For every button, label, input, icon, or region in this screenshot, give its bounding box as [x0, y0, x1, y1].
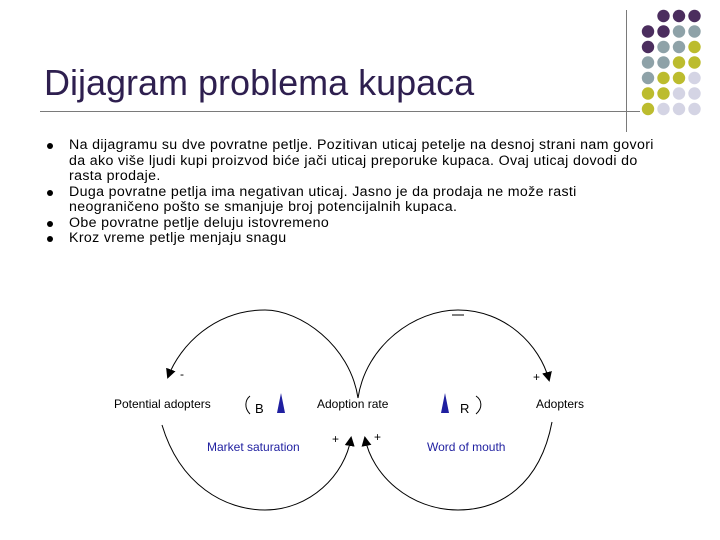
bullet-item — [44, 231, 654, 247]
balancing-loop-arrow-icon — [246, 396, 250, 414]
bullet-dot-icon — [47, 143, 53, 149]
center-right-sign: + — [374, 430, 382, 444]
left-loop-top-arc — [168, 310, 358, 398]
decorative-dot — [673, 25, 685, 37]
right-loop-bottom-arc — [365, 422, 552, 510]
decorative-dot — [673, 41, 685, 53]
decorative-dot — [688, 87, 700, 99]
bullet-dot-icon — [47, 221, 53, 227]
left-top-sign: - — [180, 367, 184, 381]
right-loop-top-arc — [358, 310, 549, 398]
center-left-sign: + — [332, 432, 340, 446]
adopters-label: Adopters — [536, 397, 585, 411]
decorative-dot — [657, 25, 669, 37]
bullet-item — [44, 185, 654, 216]
right-top-sign: + — [533, 370, 541, 384]
balancing-loop-label: B — [255, 401, 264, 416]
decorative-dot — [642, 25, 654, 37]
decorative-dot — [642, 72, 654, 84]
decorative-dot — [688, 56, 700, 68]
decorative-dot — [642, 103, 654, 115]
bullet-text: Na dijagramu su dve povratne petlje. Pozitivan uticaj petelje na desnoj strani nam govori da ako više ljudi kupi proizvod biće jači uticaj preporuke kupaca. Ovaj uticaj dovodi do rasta prodaje. — [69, 137, 654, 184]
reinforcing-loop-arrow-icon — [476, 396, 481, 414]
decorative-dot — [642, 87, 654, 99]
decorative-dot — [673, 72, 685, 84]
vertical-divider — [626, 10, 627, 132]
slide-title: Dijagram problema kupaca — [44, 62, 475, 103]
bullet-text: Obe povratne petlje deluju istovremeno — [69, 214, 330, 231]
bullet-list — [44, 138, 654, 247]
balancing-loop-arrowhead-icon — [277, 393, 285, 413]
left-loop-bottom-arc — [162, 425, 351, 510]
bullet-dot-icon — [47, 190, 53, 196]
decorative-dot — [673, 103, 685, 115]
decorative-dot-grid — [638, 8, 718, 120]
bullet-text: Duga povratne petlja ima negativan uticaj. Jasno je da prodaja ne može rasti neograničeno pošto se smanjuje broj potencijalnih kupaca. — [69, 183, 577, 215]
decorative-dot — [688, 41, 700, 53]
decorative-dot — [657, 72, 669, 84]
decorative-dot — [688, 103, 700, 115]
decorative-dot — [657, 56, 669, 68]
decorative-dot — [657, 103, 669, 115]
market-saturation-label: Market saturation — [207, 440, 300, 454]
potential-adopters-label: Potential adopters — [114, 397, 211, 411]
decorative-dot — [642, 56, 654, 68]
bullet-text: Kroz vreme petlje menjaju snagu — [69, 230, 287, 246]
decorative-dot — [688, 72, 700, 84]
bullet-item — [44, 138, 654, 185]
decorative-dot — [673, 56, 685, 68]
decorative-dot — [673, 10, 685, 22]
decorative-dot — [673, 87, 685, 99]
title-divider — [40, 111, 640, 112]
decorative-dot — [642, 41, 654, 53]
decorative-dot — [688, 25, 700, 37]
decorative-dot — [657, 41, 669, 53]
adoption-rate-label: Adoption rate — [317, 397, 389, 411]
bullet-dot-icon — [47, 236, 53, 242]
word-of-mouth-label: Word of mouth — [427, 440, 506, 454]
causal-loop-diagram — [0, 290, 720, 540]
bullet-item — [44, 216, 654, 232]
reinforcing-loop-arrowhead-icon — [441, 393, 449, 413]
decorative-dot — [688, 10, 700, 22]
decorative-dot — [657, 87, 669, 99]
decorative-dot — [657, 10, 669, 22]
reinforcing-loop-label: R — [460, 401, 470, 416]
